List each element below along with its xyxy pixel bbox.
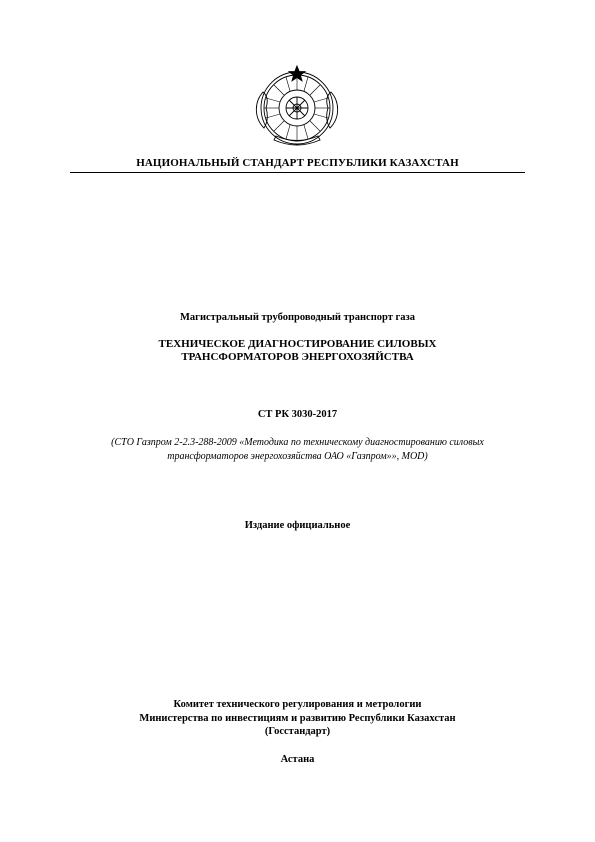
kazakhstan-state-emblem-icon — [246, 62, 348, 152]
document-title-line-1: ТЕХНИЧЕСКОЕ ДИАГНОСТИРОВАНИЕ СИЛОВЫХ — [158, 338, 437, 350]
publisher-line-3: (Госстандарт) — [264, 726, 331, 737]
standard-designation: СТ РК 3030-2017 — [257, 409, 338, 420]
source-reference-line-2: трансформаторов энергохозяйства ОАО «Газпром»», MOD) — [167, 450, 428, 462]
header-divider — [70, 172, 525, 173]
document-subject: Магистральный трубопроводный транспорт газа — [180, 312, 415, 323]
publisher-block — [40, 698, 555, 739]
standard-header: НАЦИОНАЛЬНЫЙ СТАНДАРТ РЕСПУБЛИКИ КАЗАХСТАН — [136, 157, 459, 169]
edition-label: Издание официальное — [244, 520, 351, 531]
document-title-line-2: ТРАНСФОРМАТОРОВ ЭНЕРГОХОЗЯЙСТВА — [181, 351, 414, 363]
source-standard-reference — [50, 436, 545, 463]
publication-city: Астана — [280, 754, 315, 765]
document-title — [40, 338, 555, 364]
source-reference-line-1: (СТО Газпром 2-2.3-288-2009 «Методика по техническому диагностированию силовых — [111, 437, 484, 448]
publisher-line-2: Министерства по инвестициям и развитию Республики Казахстан — [139, 712, 456, 724]
publisher-line-1: Комитет технического регулирования и метрологии — [173, 699, 422, 710]
